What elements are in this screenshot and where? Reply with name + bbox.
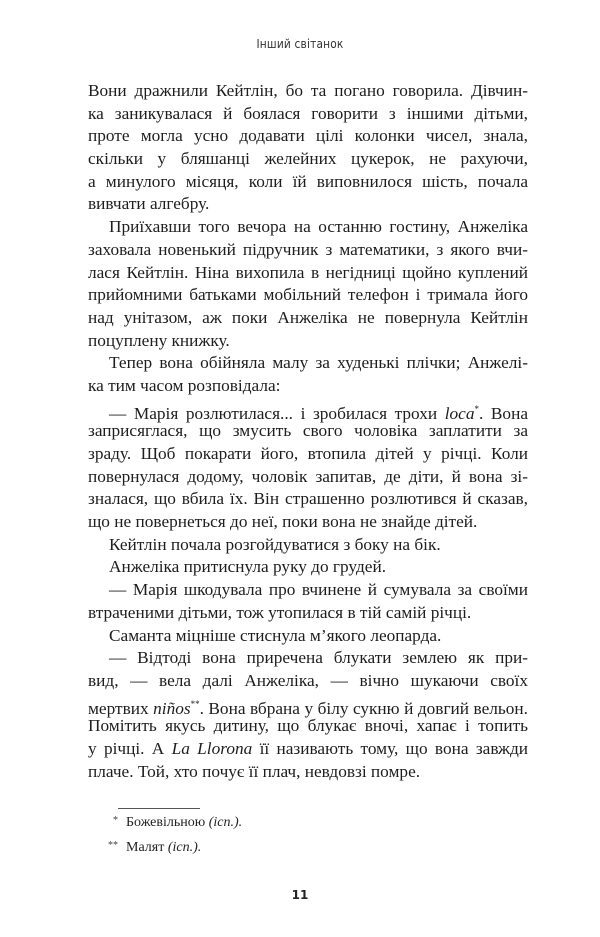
- text-line: [88, 715, 528, 738]
- text-line: [88, 738, 528, 761]
- footnote-lang: (ісп.).: [167, 840, 202, 855]
- page-number: 11: [291, 888, 309, 902]
- text-line: [88, 216, 528, 239]
- text-segment: мертвих: [88, 698, 154, 718]
- text-line: [88, 625, 528, 648]
- footnote-lang: (ісп.).: [208, 815, 243, 830]
- text-segment: а минулого місяця, коли їй виповнилося шість, почала: [88, 171, 528, 191]
- text-line: [88, 375, 528, 398]
- text-segment: Помітить якусь дитину, що блукає вночі, хапає і топить: [88, 716, 528, 736]
- text-line: [88, 148, 528, 171]
- text-segment: скільки у бляшанці желейних цукерок, не рахуючи,: [88, 149, 528, 169]
- text-line: [88, 579, 528, 602]
- text-segment: Приїхавши того вечора на останню гостину, Анжеліка: [109, 217, 528, 237]
- text-line: [88, 125, 528, 148]
- text-segment: зналася, що вбила їх. Він страшенно розлютився й сказав,: [88, 489, 528, 509]
- italic-text: loca: [444, 403, 475, 423]
- running-header: Інший світанок: [256, 36, 344, 51]
- text-line: [88, 602, 528, 625]
- text-line: [88, 466, 528, 489]
- text-line: [88, 761, 528, 784]
- text-line: [88, 262, 528, 285]
- footnote-text: Божевільною: [126, 815, 209, 830]
- text-segment: повернулася додому, чоловік запитав, де діти, й вона зі-: [88, 466, 528, 486]
- text-segment: . Вона вбрана у білу сукню й довгий вельон.: [199, 698, 528, 718]
- text-segment: вивчати алгебру.: [88, 194, 210, 214]
- text-segment: ка заникувалася й боялася говорити з іншими дітьми,: [88, 103, 528, 123]
- italic-text: niños: [153, 698, 191, 718]
- text-segment: прийомними батьками мобільний телефон і тримала його: [88, 285, 528, 305]
- footnote-ref: *: [474, 403, 479, 414]
- footnote-mark: *: [113, 815, 118, 826]
- text-segment: Анжеліка притиснула руку до грудей.: [109, 557, 387, 577]
- text-segment: вид, — вела далі Анжеліка, — вічно шукаючи своїх: [88, 670, 528, 690]
- text-line: [88, 352, 528, 375]
- text-segment: . Вона: [478, 403, 528, 423]
- text-line: [88, 488, 528, 511]
- text-segment: Саманта міцніше стиснула м’якого леопарда.: [109, 625, 442, 645]
- text-segment: — Відтоді вона приречена блукати землею як при-: [109, 648, 528, 668]
- text-segment: Кейтлін почала розгойдуватися з боку на бік.: [109, 534, 441, 554]
- footnote-ref: **: [190, 698, 200, 709]
- footnote-text: Малят: [126, 840, 168, 855]
- text-segment: що не повернеться до неї, поки вона не знайде дітей.: [88, 512, 478, 532]
- footnote-mark: **: [108, 840, 118, 851]
- text-segment: її називають тому, що вона завжди: [252, 738, 528, 758]
- text-line: [88, 693, 528, 716]
- text-line: [88, 398, 528, 421]
- text-line: [88, 307, 528, 330]
- text-line: [88, 534, 528, 557]
- text-line: [88, 171, 528, 194]
- body-text: [88, 80, 528, 783]
- text-segment: заприсяглася, що змусить свого чоловіка заплатити за: [88, 421, 528, 441]
- text-segment: плаче. Той, хто почує її плач, невдовзі помре.: [88, 761, 421, 781]
- text-line: [88, 556, 528, 579]
- text-segment: зраду. Щоб покарати його, втопила дітей у річці. Коли: [88, 444, 528, 463]
- text-segment: Вони дражнили Кейтлін, бо та погано говорила. Дівчин-: [88, 81, 528, 100]
- text-segment: у річці. А: [88, 738, 172, 758]
- text-line: [88, 420, 528, 443]
- footnote-1: [94, 815, 242, 831]
- text-line: [88, 193, 528, 216]
- text-segment: Тепер вона обійняла малу за худенькі плічки; Анжелі-: [109, 353, 528, 373]
- text-line: [88, 284, 528, 307]
- text-segment: — Марія розлютилася... і зробилася трохи: [109, 403, 445, 423]
- text-segment: — Марія шкодувала про вчинене й сумувала за своїми: [109, 580, 528, 600]
- text-line: [88, 239, 528, 262]
- text-segment: проте могла усно додавати цілі колонки чисел, знала,: [88, 126, 528, 146]
- text-line: [88, 330, 528, 353]
- text-line: [88, 511, 528, 534]
- text-line: [88, 80, 528, 103]
- text-line: [88, 103, 528, 126]
- footnote-divider: [118, 808, 200, 809]
- text-segment: лася Кейтлін. Ніна вихопила в негідниці щойно куплений: [88, 262, 528, 282]
- text-line: [88, 647, 528, 670]
- text-segment: поцуплену книжку.: [88, 330, 230, 350]
- text-segment: заховала новенький підручник з математики, з якого вчи-: [88, 239, 528, 259]
- italic-text: La Llorona: [171, 738, 253, 758]
- text-line: [88, 443, 528, 466]
- text-segment: над унітазом, аж поки Анжеліка не повернула Кейтлін: [88, 307, 528, 327]
- text-segment: ка тим часом розповідала:: [88, 375, 281, 395]
- text-segment: втраченими дітьми, тож утопилася в тій самій річці.: [88, 602, 472, 622]
- footnote-2: [94, 840, 201, 856]
- text-line: [88, 670, 528, 693]
